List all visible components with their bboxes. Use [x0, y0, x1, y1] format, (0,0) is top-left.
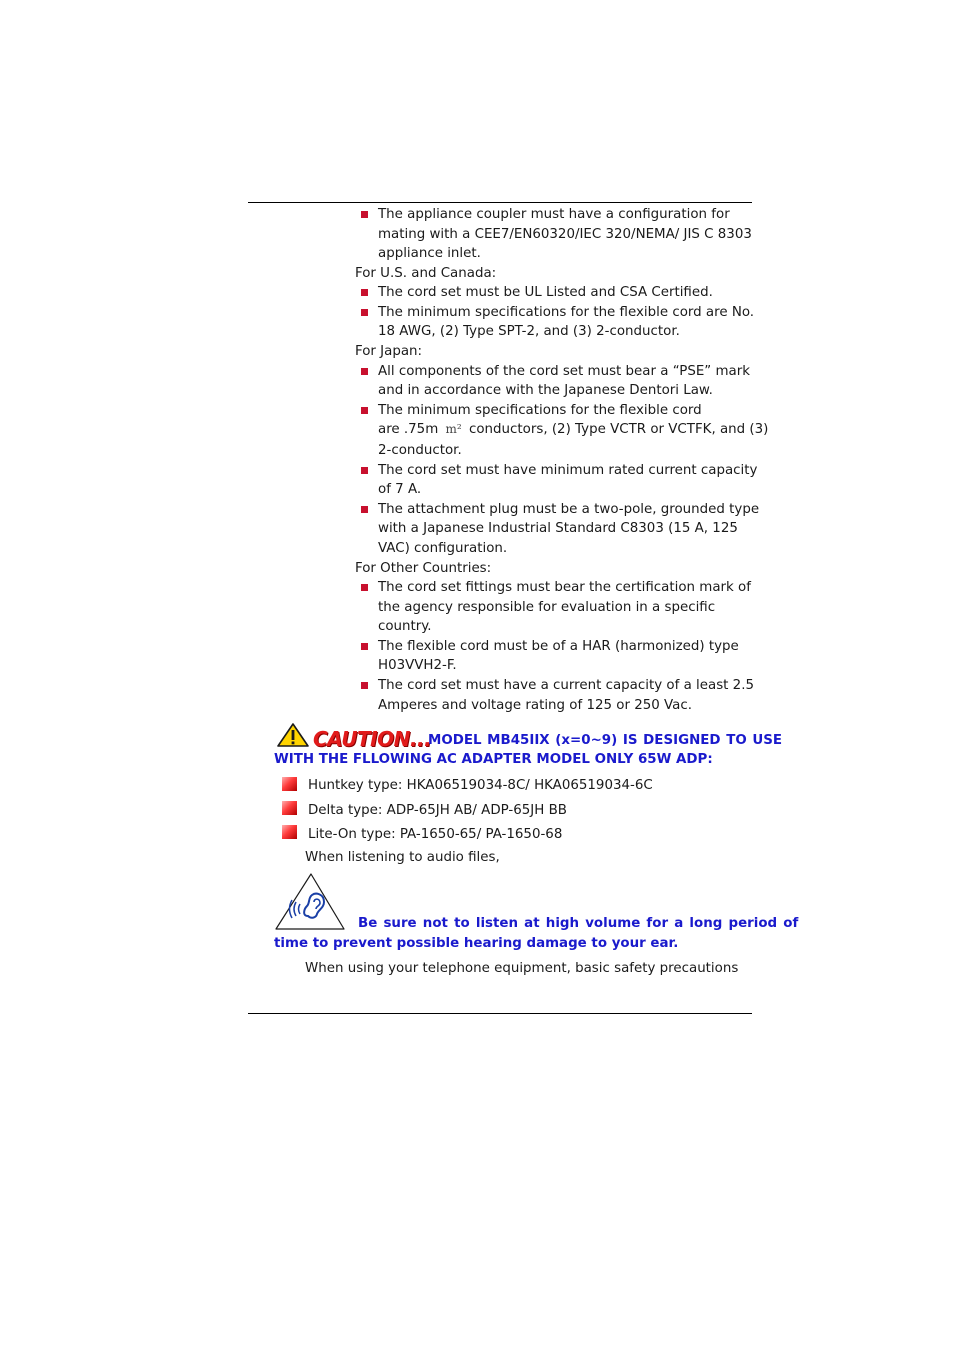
- hearing-warning-line2: time to prevent possible hearing damage to your ear.: [274, 936, 679, 951]
- text-line: The cord set fittings must bear the certification mark of: [378, 580, 751, 595]
- bullet-square: [361, 467, 368, 474]
- text-line: appliance inlet.: [378, 246, 481, 261]
- text-line: with a Japanese Industrial Standard C8303 (15 A, 125: [378, 521, 738, 536]
- text-line: The minimum specifications for the flexible cord are No.: [378, 305, 755, 320]
- text-line: The flexible cord must be of a HAR (harmonized) type: [378, 639, 739, 654]
- text-line: 2-conductor.: [378, 443, 462, 458]
- caution-label: CAUTION...: [313, 727, 432, 751]
- text-line: mating with a CEE7/EN60320/IEC 320/NEMA/ JIS C 8303: [378, 227, 752, 242]
- bullet-square: [361, 407, 368, 414]
- adapter-bullet: [282, 777, 297, 791]
- adapter-bullet: [282, 801, 297, 815]
- audio-intro: When listening to audio files,: [305, 850, 500, 865]
- text-fragment: are .75m: [378, 422, 439, 437]
- area-unit-symbol: m²: [445, 422, 462, 436]
- text-line: the agency responsible for evaluation in a specific: [378, 600, 716, 615]
- bullet-square: [361, 506, 368, 513]
- bullet-square: [361, 289, 368, 296]
- bullet-square: [361, 309, 368, 316]
- bullet-square: [361, 682, 368, 689]
- bullet-square: [361, 211, 368, 218]
- section-heading-us-canada: For U.S. and Canada:: [355, 266, 497, 281]
- adapter-bullet: [282, 825, 297, 839]
- text-line: country.: [378, 619, 432, 634]
- text-line: All components of the cord set must bear a “PSE” mark: [378, 364, 750, 379]
- hearing-warning-line1: Be sure not to listen at high volume for a long period of: [358, 916, 799, 931]
- section-heading-other: For Other Countries:: [355, 561, 492, 576]
- text-line: The minimum specifications for the flexible cord: [378, 403, 702, 418]
- adapter-item: Delta type: ADP-65JH AB/ ADP-65JH BB: [308, 803, 567, 818]
- hearing-warning-icon: [274, 872, 346, 932]
- text-line: 18 AWG, (2) Type SPT-2, and (3) 2-conductor.: [378, 324, 680, 339]
- text-line: VAC) configuration.: [378, 541, 508, 556]
- adapter-item: Lite-On type: PA-1650-65/ PA-1650-68: [308, 827, 563, 842]
- text-line: The cord set must be UL Listed and CSA Certified.: [378, 285, 713, 300]
- text-line: H03VVH2-F.: [378, 658, 457, 673]
- text-line: Amperes and voltage rating of 125 or 250 Vac.: [378, 698, 692, 713]
- bullet-square: [361, 584, 368, 591]
- section-heading-japan: For Japan:: [355, 344, 423, 359]
- text-line: [378, 420, 768, 440]
- text-line: The cord set must have a current capacity of a least 2.5: [378, 678, 754, 693]
- telephone-intro: When using your telephone equipment, basic safety precautions: [305, 961, 739, 976]
- warning-triangle-icon: [276, 722, 310, 748]
- text-line: The attachment plug must be a two-pole, grounded type: [378, 502, 760, 517]
- caution-text-line2: WITH THE FLLOWING AC ADAPTER MODEL ONLY 65W ADP:: [274, 752, 713, 767]
- adapter-item: Huntkey type: HKA06519034-8C/ HKA06519034-6C: [308, 778, 653, 793]
- text-line: of 7 A.: [378, 482, 422, 497]
- bullet-square: [361, 643, 368, 650]
- text-line: The cord set must have minimum rated current capacity: [378, 463, 758, 478]
- text-fragment: conductors, (2) Type VCTR or VCTFK, and (3): [469, 422, 769, 437]
- caution-text-line1: MODEL MB45IIX (x=0~9) IS DESIGNED TO USE: [428, 733, 783, 748]
- bullet-square: [361, 368, 368, 375]
- text-line: The appliance coupler must have a configuration for: [378, 207, 730, 222]
- text-line: and in accordance with the Japanese Dentori Law.: [378, 383, 713, 398]
